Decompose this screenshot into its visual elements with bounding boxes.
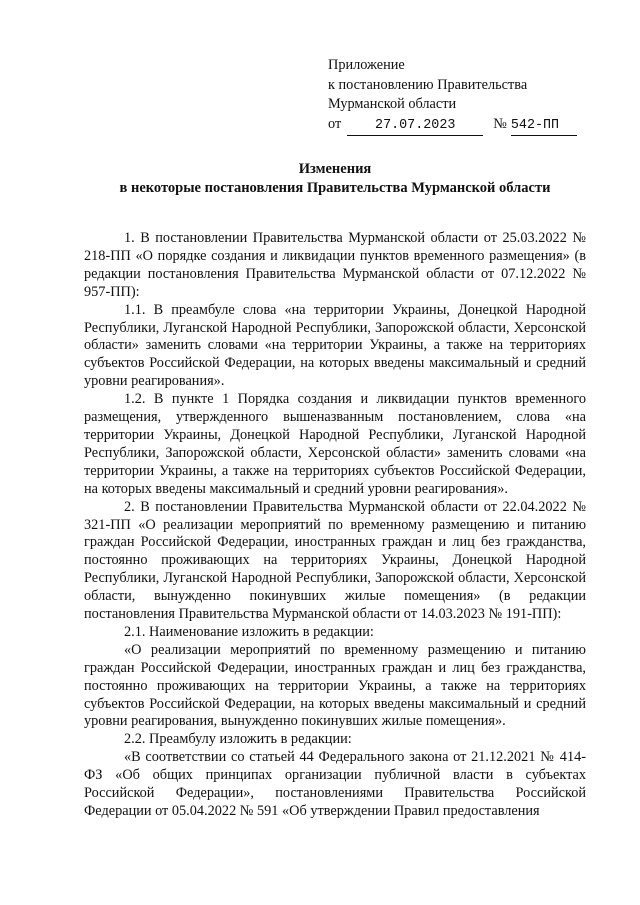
paragraph: 2.2. Преамбулу изложить в редакции: xyxy=(124,731,352,748)
annex-header xyxy=(328,56,577,136)
resolution-number: 542-ПП xyxy=(511,116,577,137)
from-label: от xyxy=(328,115,342,132)
title-line-1: Изменения xyxy=(298,161,372,177)
annex-date-number-line xyxy=(328,115,577,137)
number-label: № xyxy=(493,115,507,132)
paragraph: 2.1. Наименование изложить в редакции: xyxy=(124,623,374,640)
document-title xyxy=(84,160,586,198)
paragraph: 1.1. В преамбуле слова «на территории Украины, Донецкой Народной Республики, Луганской Народной Республики, Запорожской области, Херсонской области» заменить словами «на территории Украины, а также на территориях субъектов Российской Федерации, на которых введены максимальный и средний уровни реагирования». xyxy=(84,301,586,390)
paragraph: 1.2. В пункте 1 Порядка создания и ликвидации пунктов временного размещения, утвержденного вышеназванным постановлением, слова «на территории Украины, Донецкой Народной Республики, Луганской Народной Республики, Запорожской области, Херсонской области» заменить словами «на территории Украины, а также на территориях субъектов Российской Федерации, на которых введены максимальный и средний уровни реагирования». xyxy=(84,391,586,497)
title-line-2: в некоторые постановления Правительства Мурманской области xyxy=(119,180,551,196)
annex-region-line: Мурманской области xyxy=(328,96,457,112)
resolution-date: 27.07.2023 xyxy=(347,116,483,137)
paragraph: «О реализации мероприятий по временному размещению и питанию граждан Российской Федерации, иностранных граждан и лиц без гражданства, постоянно проживающих на территории Украины, а также на территориях субъектов Российской Федерации, на которых введены максимальный и средний уровни реагирования, вынужденно покинувших жилые помещения». xyxy=(84,641,586,730)
paragraph: «В соответствии со статьей 44 Федерального закона от 21.12.2021 № 414-ФЗ «Об общих принципах организации публичной власти в субъектах Российской Федерации», постановлениями Правительства Российской Федерации от 05.04.2022 № 591 «Об утверждении Правил предоставления xyxy=(84,749,586,819)
paragraph: 1. В постановлении Правительства Мурманской области от 25.03.2022 № 218-ПП «О порядке создания и ликвидации пунктов временного размещения» (в редакции постановления Правительства Мурманской области от 07.12.2022 № 957-ПП): xyxy=(84,230,586,300)
paragraph: 2. В постановлении Правительства Мурманской области от 22.04.2022 № 321-ПП «О реализации мероприятий по временному размещению и питанию граждан Российской Федерации, иностранных граждан и лиц без гражданства, постоянно проживающих на территориях Украины, Донецкой Народной Республики, Луганской Народной Республики, Запорожской области, Херсонской области, вынужденно покинувших жилые помещения» (в редакции постановления Правительства Мурманской области от 14.03.2023 № 191-ПП): xyxy=(84,498,586,623)
annex-resolution-line: к постановлению Правительства xyxy=(328,76,528,93)
annex-label: Приложение xyxy=(328,57,405,73)
document-body xyxy=(84,230,586,821)
